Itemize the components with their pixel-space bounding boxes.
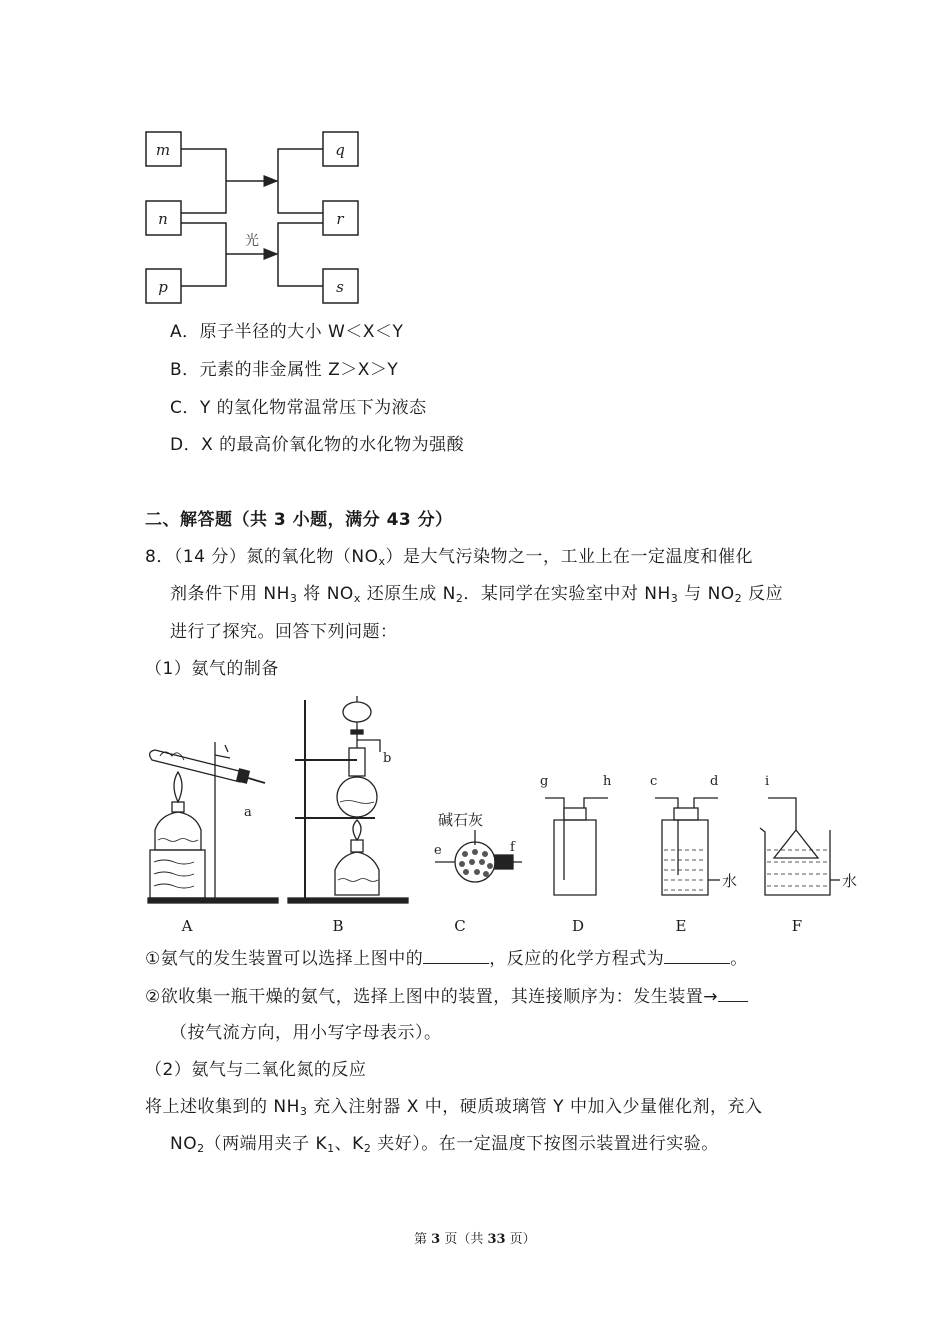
caption-b: B xyxy=(332,917,344,935)
apparatus-a xyxy=(148,742,278,903)
part2-line2 xyxy=(170,1132,719,1156)
part2-line1 xyxy=(145,1095,762,1119)
p2l2s2: 1 xyxy=(327,1142,335,1155)
q8-line1-sub: x xyxy=(378,555,386,568)
port-e: g xyxy=(540,774,549,789)
q8-l2s3: 2 xyxy=(455,592,464,605)
caption-f: F xyxy=(791,917,803,935)
box-q-label: q xyxy=(335,141,345,159)
option-a-text: 原子半径的大小 W＜X＜Y xyxy=(199,322,404,342)
option-c xyxy=(170,396,427,420)
footer-a: 第 xyxy=(414,1232,432,1247)
option-a-letter: A． xyxy=(170,322,200,342)
port-c: e xyxy=(434,843,442,858)
apparatus-figure xyxy=(140,690,860,915)
port-i: i xyxy=(765,774,770,789)
option-d-text: X 的最高价氧化物的水化物为强酸 xyxy=(201,435,465,455)
box-p-label: p xyxy=(158,278,168,296)
q8-l2e: 与 NO xyxy=(678,584,735,604)
p2l2s1: 2 xyxy=(197,1142,205,1155)
p2l2c: 、K xyxy=(334,1134,364,1154)
water-label-e: 水 xyxy=(722,872,738,890)
part2-title: （2）氨气与二氧化氮的反应 xyxy=(145,1060,367,1080)
port-g: c xyxy=(650,774,658,789)
p2l1s: 3 xyxy=(299,1105,308,1118)
apparatus-b xyxy=(288,696,408,903)
light-label: 光 xyxy=(245,233,259,249)
q8-line1-b: ）是大气污染物之一，工业上在一定温度和催化 xyxy=(385,547,753,567)
apparatus-e xyxy=(650,774,737,895)
q8-line1 xyxy=(145,545,753,569)
q8-line2 xyxy=(170,582,783,606)
page-footer xyxy=(414,1228,536,1247)
q8-line1-a: （14 分）氮的氧化物（NO xyxy=(173,547,379,567)
q8-l2s4: 3 xyxy=(670,592,679,605)
apparatus-c xyxy=(434,811,522,882)
answer-blank-3[interactable] xyxy=(718,983,748,1002)
water-label-f: 水 xyxy=(842,872,858,890)
q8-l2b: 将 NO xyxy=(297,584,354,604)
p2l2s3: 2 xyxy=(363,1142,372,1155)
p2l1b: 充入注射器 X 中，硬质玻璃管 Y 中加入少量催化剂，充入 xyxy=(307,1097,763,1117)
option-b-letter: B． xyxy=(170,360,200,380)
option-c-letter: C． xyxy=(170,398,200,418)
q8-l2d: ．某同学在实验室中对 NH xyxy=(463,584,671,604)
box-n-label: n xyxy=(158,210,168,228)
q8-number: 8． xyxy=(145,547,174,567)
q8-l2f: 反应 xyxy=(742,584,784,604)
q8-l2a: 剂条件下用 NH xyxy=(170,584,290,604)
reaction-flow-diagram xyxy=(140,125,370,310)
q8-l2s1: 3 xyxy=(289,592,298,605)
caption-c: C xyxy=(454,917,466,935)
option-d-letter: D． xyxy=(170,435,202,455)
q1-b: ，反应的化学方程式为 xyxy=(489,949,665,969)
port-a: a xyxy=(244,805,252,820)
port-b: b xyxy=(383,751,392,766)
port-h: d xyxy=(710,774,719,789)
box-s-label: s xyxy=(336,278,344,296)
option-b-text: 元素的非金属性 Z＞X＞Y xyxy=(199,360,399,380)
answer-blank-1[interactable] xyxy=(423,945,489,964)
footer-c: 页） xyxy=(505,1232,536,1247)
footer-total: 33 xyxy=(487,1232,506,1247)
q8-l2c: 还原生成 N xyxy=(360,584,456,604)
p2l2a: NO xyxy=(170,1134,198,1154)
box-m-label: m xyxy=(155,141,171,159)
apparatus-f xyxy=(760,774,857,895)
p2l2b: （两端用夹子 K xyxy=(204,1134,328,1154)
q8-1-2-cont: （按气流方向，用小写字母表示）。 xyxy=(170,1023,442,1043)
p2l2d: 夹好）。在一定温度下按图示装置进行实验。 xyxy=(371,1134,719,1154)
option-d xyxy=(170,433,464,457)
q1-c: 。 xyxy=(730,949,748,969)
answer-blank-2[interactable] xyxy=(664,945,730,964)
port-f: h xyxy=(603,774,612,789)
option-b xyxy=(170,358,398,382)
p2l1a: 将上述收集到的 NH xyxy=(145,1097,300,1117)
q8-1-1 xyxy=(145,945,748,971)
q2-a: ②欲收集一瓶干燥的氨气，选择上图中的装置，其连接顺序为：发生装置→ xyxy=(145,987,718,1007)
q8-l2s2: x xyxy=(353,592,361,605)
part1-title: （1）氨气的制备 xyxy=(145,659,279,679)
port-d: f xyxy=(510,840,515,855)
footer-page: 3 xyxy=(431,1232,441,1247)
q8-line3: 进行了探究。回答下列问题： xyxy=(170,622,398,642)
option-a xyxy=(170,320,403,344)
caption-e: E xyxy=(675,917,687,935)
apparatus-d xyxy=(540,774,612,895)
caption-d: D xyxy=(571,917,585,935)
section-heading: 二、解答题（共 3 小题，满分 43 分） xyxy=(145,510,453,530)
caption-a: A xyxy=(181,917,193,935)
lime-label: 碱石灰 xyxy=(438,811,484,829)
footer-b: 页（共 xyxy=(440,1232,488,1247)
option-c-text: Y 的氢化物常温常压下为液态 xyxy=(199,398,427,418)
box-r-label: r xyxy=(336,210,344,228)
q8-l2s5: 2 xyxy=(734,592,743,605)
q8-1-2 xyxy=(145,983,748,1009)
q1-a: ①氨气的发生装置可以选择上图中的 xyxy=(145,949,424,969)
